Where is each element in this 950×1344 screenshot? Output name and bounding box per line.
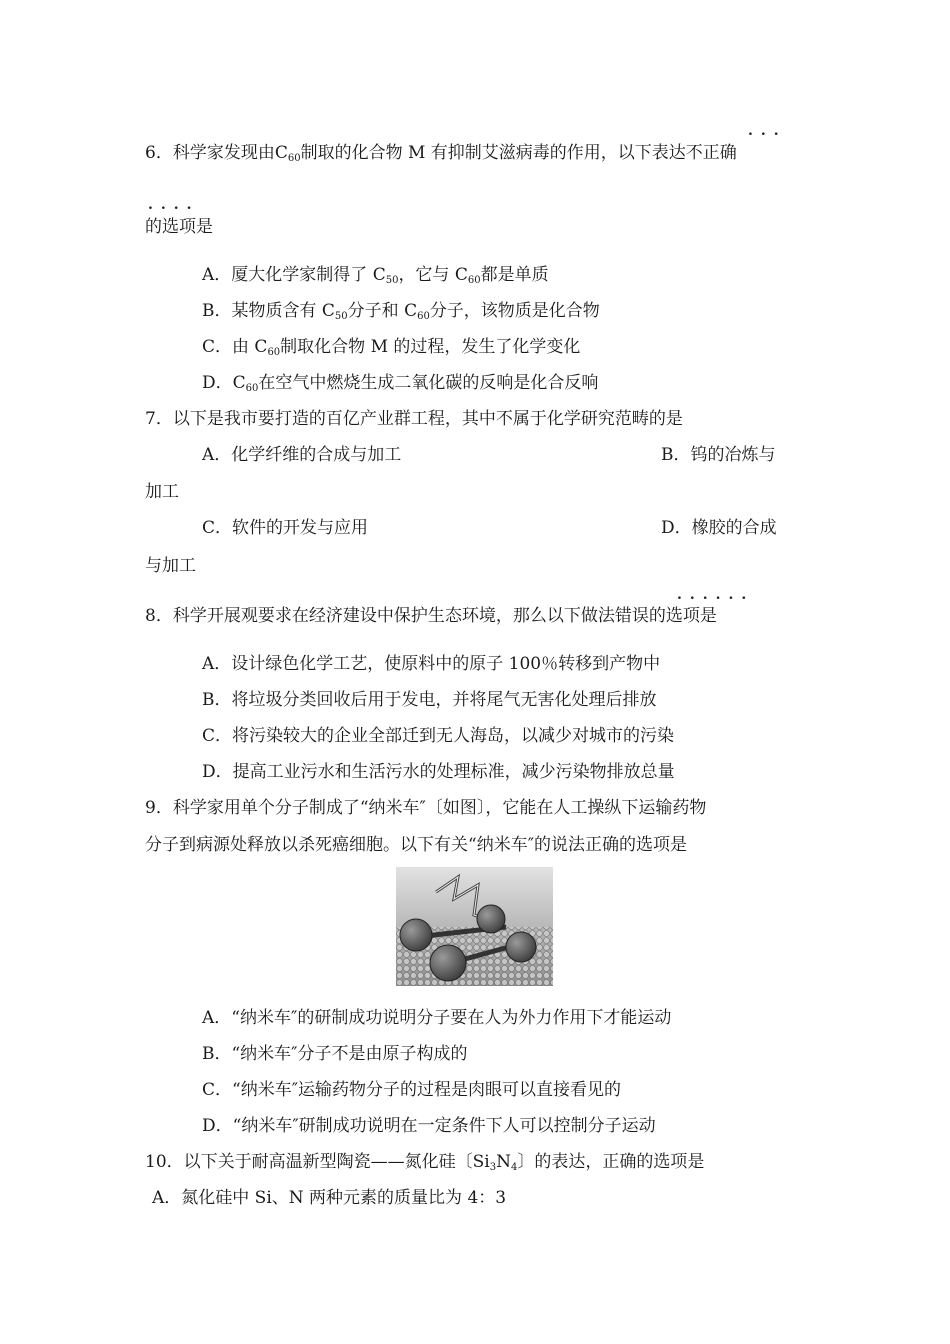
option-9d: D．“纳米车″研制成功说明在一定条件下人可以控制分子运动 bbox=[202, 1116, 656, 1136]
option-10a: A．氮化硅中 Si、N 两种元素的质量比为 4：3 bbox=[152, 1188, 507, 1208]
option-9b: B．“纳米车″分子不是由原子构成的 bbox=[202, 1044, 468, 1064]
option-8c: C．将污染较大的企业全部迁到无人海岛，以减少对城市的污染 bbox=[202, 726, 675, 746]
question-9-stem: 9．科学家用单个分子制成了“纳米车″〔如图〕，它能在人工操纵下运输药物 bbox=[145, 798, 707, 818]
option-6a: A．厦大化学家制得了 $C_{50}$，它与 $C_{60}$都是单质 bbox=[202, 265, 549, 286]
option-9a: A．“纳米车″的研制成功说明分子要在人为外力作用下才能运动 bbox=[202, 1008, 672, 1028]
emphasis-dots: .... bbox=[148, 197, 200, 213]
option-7b: B．钨的冶炼与 bbox=[661, 445, 776, 465]
option-8d: D．提高工业污水和生活污水的处理标准，减少污染物排放总量 bbox=[202, 762, 675, 782]
nanocar-image bbox=[396, 867, 553, 986]
option-9c: C．“纳米车″运输药物分子的过程是肉眼可以直接看见的 bbox=[202, 1080, 622, 1100]
question-8-stem: 8．科学开展观要求在经济建设中保护生态环境，那么以下做法错误的选项是 bbox=[145, 606, 717, 626]
question-6-stem-cont: 的选项是 bbox=[145, 217, 213, 237]
question-6-stem: 6．科学家发现由$C_{60}$制取的化合物 M 有抑制艾滋病毒的作用，以下表达不正确 bbox=[145, 143, 737, 164]
question-10-stem: 10．以下关于耐高温新型陶瓷——氮化硅〔$Si_3N_4$〕的表达，正确的选项是 bbox=[145, 1152, 705, 1173]
option-7a: A．化学纤维的合成与加工 bbox=[202, 445, 402, 465]
question-9-stem-cont: 分子到病源处释放以杀死癌细胞。以下有关“纳米车″的说法正确的选项是 bbox=[145, 835, 688, 855]
question-7-stem: 7．以下是我市要打造的百亿产业群工程，其中不属于化学研究范畴的是 bbox=[145, 409, 683, 429]
emphasis-dots: ... bbox=[748, 123, 787, 139]
option-6c: C．由 $C_{60}$制取化合物 M 的过程，发生了化学变化 bbox=[202, 337, 581, 358]
option-6b: B．某物质含有 $C_{50}$分子和 $C_{60}$分子，该物质是化合物 bbox=[202, 301, 600, 322]
option-7b-cont: 加工 bbox=[145, 482, 179, 502]
option-7d: D．橡胶的合成 bbox=[661, 518, 777, 538]
option-8a: A．设计绿色化学工艺，使原料中的原子 100％转移到产物中 bbox=[202, 654, 661, 674]
nanocar-figure bbox=[396, 867, 553, 986]
option-8b: B．将垃圾分类回收后用于发电，并将尾气无害化处理后排放 bbox=[202, 690, 657, 710]
option-7c: C．软件的开发与应用 bbox=[202, 518, 369, 538]
option-6d: D．$C_{60}$在空气中燃烧生成二氧化碳的反响是化合反响 bbox=[202, 373, 599, 394]
option-7d-cont: 与加工 bbox=[145, 556, 196, 576]
emphasis-dots: ...... bbox=[677, 587, 755, 603]
